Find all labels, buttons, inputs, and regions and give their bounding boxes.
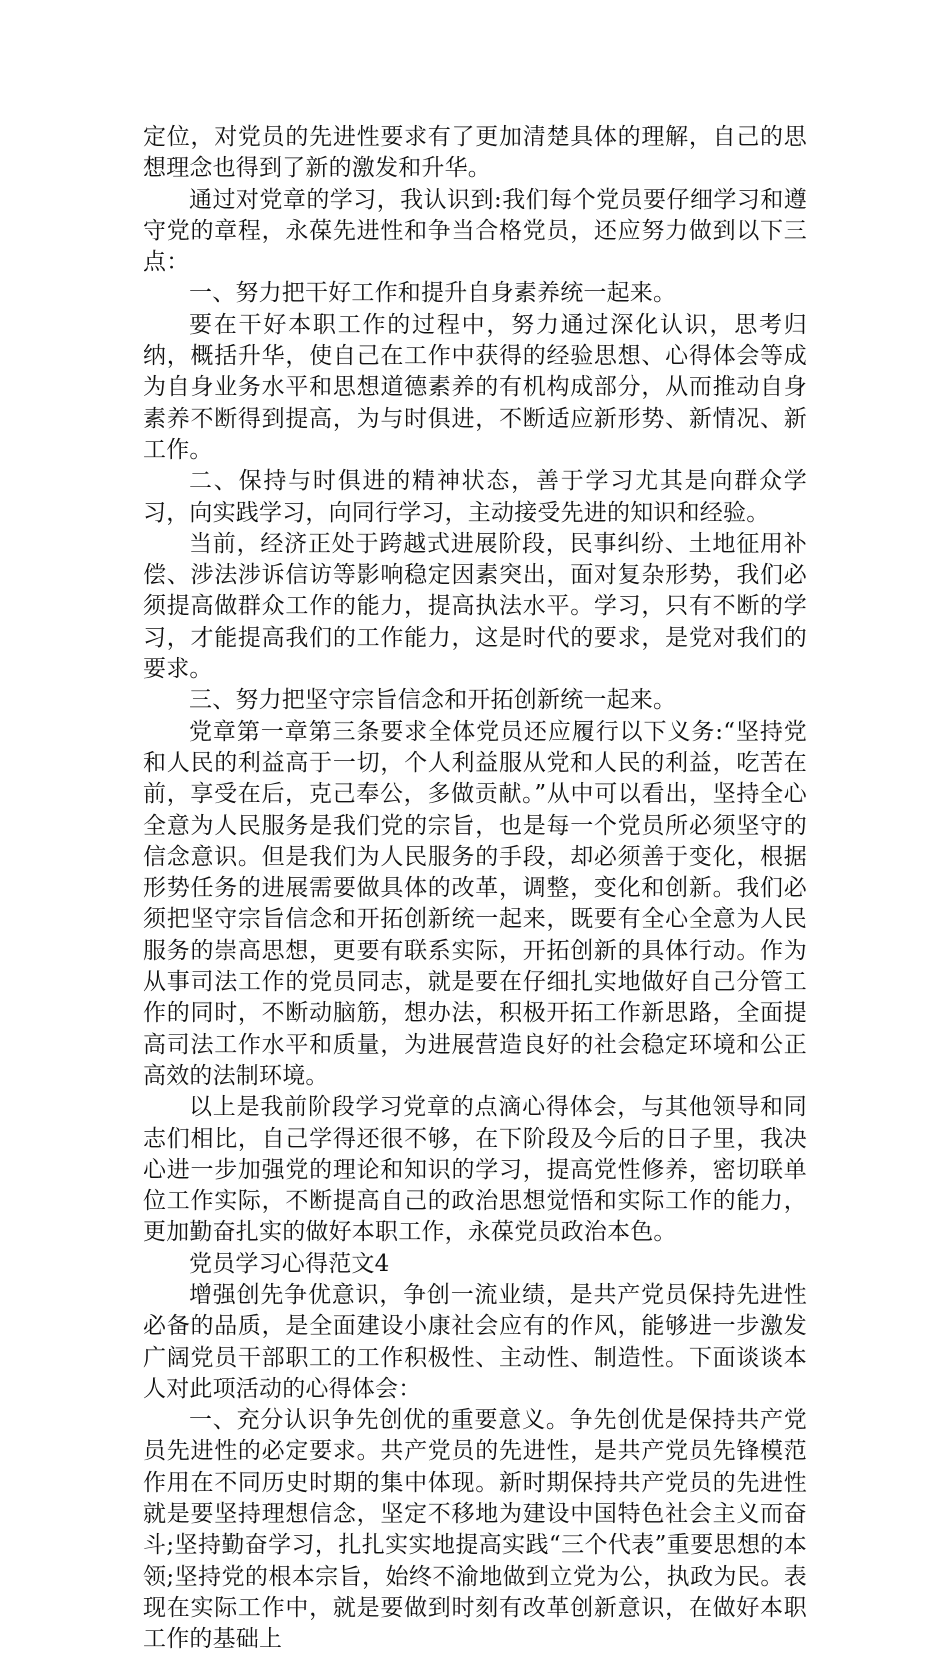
- paragraph: 增强创先争优意识，争创一流业绩，是共产党员保持先进性必备的品质，是全面建设小康社会应有的作风，能够进一步激发广阔党员干部职工的工作积极性、主动性、制造性。下面谈谈本人对此项活动的心得体会：: [143, 1281, 807, 1402]
- document-body: [143, 122, 807, 1656]
- section-heading: 二、保持与时俱进的精神状态，善于学习尤其是向群众学习，向实践学习，向同行学习，主动接受先进的知识和经验。: [143, 468, 807, 526]
- paragraph: 以上是我前阶段学习党章的点滴心得体会，与其他领导和同志们相比，自己学得还很不够，在下阶段及今后的日子里，我决心进一步加强党的理论和知识的学习，提高党性修养，密切联单位工作实际，不断提高自己的政治思想觉悟和实际工作的能力，更加勤奋扎实的做好本职工作，永葆党员政治本色。: [143, 1094, 807, 1246]
- paragraph: 定位，对党员的先进性要求有了更加清楚具体的理解，自己的思想理念也得到了新的激发和升华。: [143, 124, 807, 182]
- paragraph: 党章第一章第三条要求全体党员还应履行以下义务:“坚持党和人民的利益高于一切，个人利益服从党和人民的利益，吃苦在前，享受在后，克己奉公，多做贡献。”从中可以看出，坚持全心全意为人民服务是我们党的宗旨，也是每一个党员所必须坚守的信念意识。但是我们为人民服务的手段，却必须善于变化，根据形势任务的进展需要做具体的改革，调整，变化和创新。我们必须把坚守宗旨信念和开拓创新统一起来，既要有全心全意为人民服务的崇高思想，更要有联系实际，开拓创新的具体行动。作为从事司法工作的党员同志，就是要在仔细扎实地做好自己分管工作的同时，不断动脑筋，想办法，积极开拓工作新思路，全面提高司法工作水平和质量，为进展营造良好的社会稳定环境和公正高效的法制环境。: [143, 718, 807, 1089]
- paragraph: 一、充分认识争先创优的重要意义。争先创优是保持共产党员先进性的必定要求。共产党员的先进性，是共产党员先锋模范作用在不同历史时期的集中体现。新时期保持共产党员的先进性就是要坚持理想信念，坚定不移地为建设中国特色社会主义而奋斗;坚持勤奋学习，扎扎实实地提高实践“三个代表”重要思想的本领;坚持党的根本宗旨，始终不渝地做到立党为公，执政为民。表现在实际工作中，就是要做到时刻有改革创新意识，在做好本职工作的基础上: [143, 1407, 807, 1653]
- paragraph: 通过对党章的学习，我认识到:我们每个党员要仔细学习和遵守党的章程，永葆先进性和争当合格党员，还应努力做到以下三点：: [143, 186, 807, 276]
- section-heading: 三、努力把坚守宗旨信念和开拓创新统一起来。: [189, 687, 677, 714]
- article-title: 党员学习心得范文4: [189, 1250, 390, 1277]
- paragraph: 要在干好本职工作的过程中，努力通过深化认识，思考归纳，概括升华，使自己在工作中获得的经验思想、心得体会等成为自身业务水平和思想道德素养的有机构成部分，从而推动自身素养不断得到提高，为与时俱进，不断适应新形势、新情况、新工作。: [143, 311, 807, 463]
- paragraph: 当前，经济正处于跨越式进展阶段，民事纠纷、土地征用补偿、涉法涉诉信访等影响稳定因素突出，面对复杂形势，我们必须提高做群众工作的能力，提高执法水平。学习，只有不断的学习，才能提高我们的工作能力，这是时代的要求，是党对我们的要求。: [143, 530, 807, 683]
- section-heading: 一、努力把干好工作和提升自身素养统一起来。: [189, 280, 677, 307]
